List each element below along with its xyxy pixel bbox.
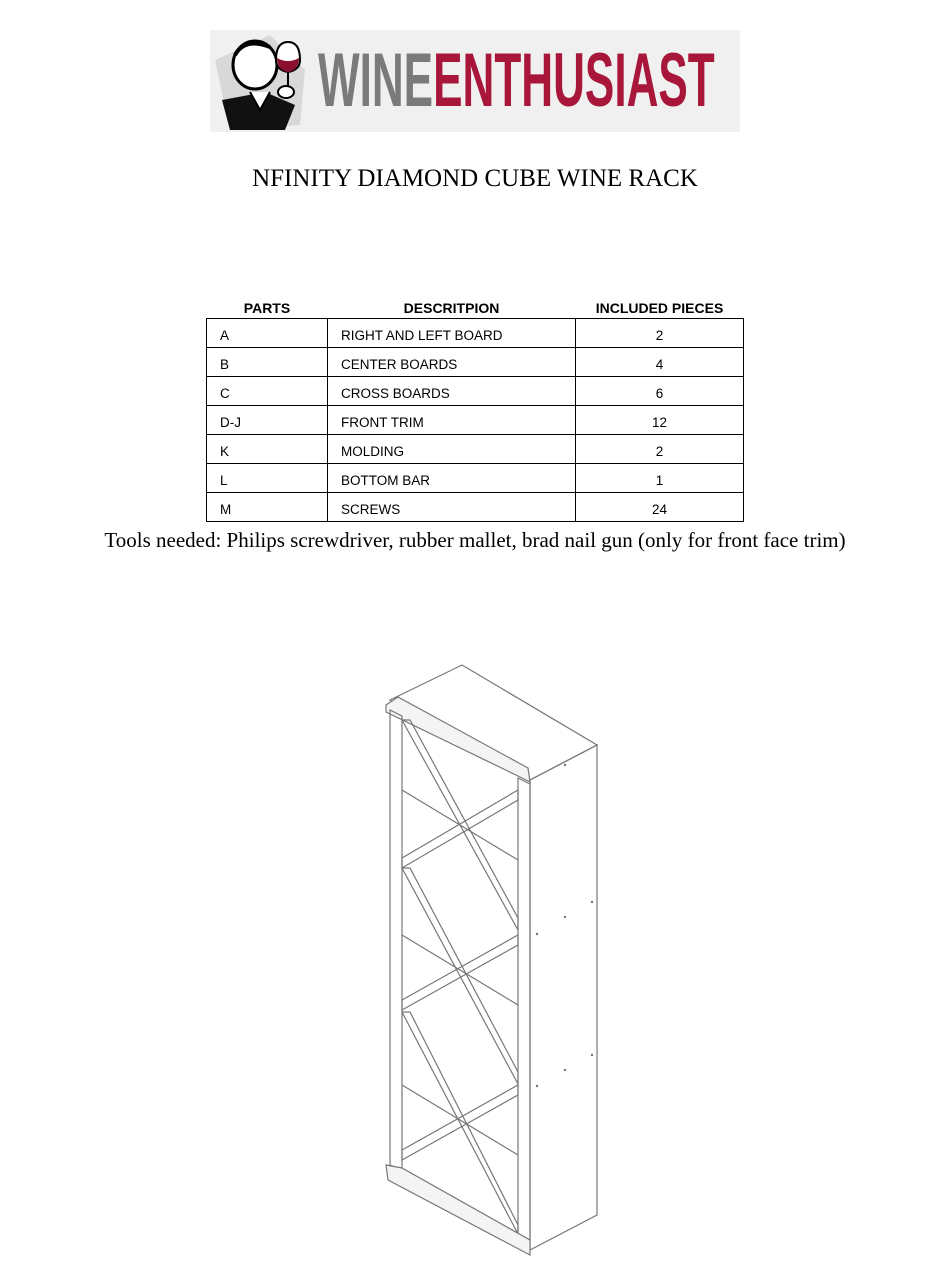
rack-right-board xyxy=(518,778,530,1240)
tools-needed-text: Tools needed: Philips screwdriver, rubber mallet, brad nail gun (only for front face trim) xyxy=(104,528,846,552)
rack-molding xyxy=(386,697,530,782)
pieces-cell: 2 xyxy=(576,435,744,464)
pieces-cell: 4 xyxy=(576,348,744,377)
logo-word-wine: WINE xyxy=(318,38,434,123)
part-cell: A xyxy=(207,319,328,348)
part-cell: L xyxy=(207,464,328,493)
table-row xyxy=(207,377,744,406)
pieces-cell: 12 xyxy=(576,406,744,435)
rack-screw-holes xyxy=(536,764,593,1087)
table-header-row xyxy=(207,298,744,319)
description-cell: SCREWS xyxy=(328,493,576,522)
rack-side-panel xyxy=(530,745,597,1250)
table-row xyxy=(207,348,744,377)
table-row xyxy=(207,493,744,522)
mascot-icon xyxy=(210,30,316,132)
part-cell: K xyxy=(207,435,328,464)
description-cell: FRONT TRIM xyxy=(328,406,576,435)
description-cell: RIGHT AND LEFT BOARD xyxy=(328,319,576,348)
rack-left-board xyxy=(390,710,402,1170)
rack-bottom-bar xyxy=(386,1165,530,1255)
table-row xyxy=(207,406,744,435)
description-cell: BOTTOM BAR xyxy=(328,464,576,493)
table-row xyxy=(207,319,744,348)
header-description: DESCRITPION xyxy=(403,300,500,316)
pieces-cell: 6 xyxy=(576,377,744,406)
description-cell: CROSS BOARDS xyxy=(328,377,576,406)
part-cell: C xyxy=(207,377,328,406)
pieces-cell: 2 xyxy=(576,319,744,348)
parts-table xyxy=(206,298,744,522)
document-title: NFINITY DIAMOND CUBE WINE RACK xyxy=(252,165,698,192)
pieces-cell: 1 xyxy=(576,464,744,493)
logo-word-enthusiast: ENTHUSIAST xyxy=(433,38,715,123)
description-cell: CENTER BOARDS xyxy=(328,348,576,377)
part-cell: B xyxy=(207,348,328,377)
header-parts: PARTS xyxy=(243,300,291,316)
rack-cross-boards xyxy=(402,720,518,1234)
wine-rack-illustration xyxy=(370,650,620,1270)
wine-enthusiast-logo xyxy=(210,30,740,132)
logo-wordmark xyxy=(318,36,715,126)
description-cell: MOLDING xyxy=(328,435,576,464)
pieces-cell: 24 xyxy=(576,493,744,522)
part-cell: M xyxy=(207,493,328,522)
table-row xyxy=(207,464,744,493)
part-cell: D-J xyxy=(207,406,328,435)
table-row xyxy=(207,435,744,464)
header-included-pieces: INCLUDED PIECES xyxy=(595,300,724,316)
